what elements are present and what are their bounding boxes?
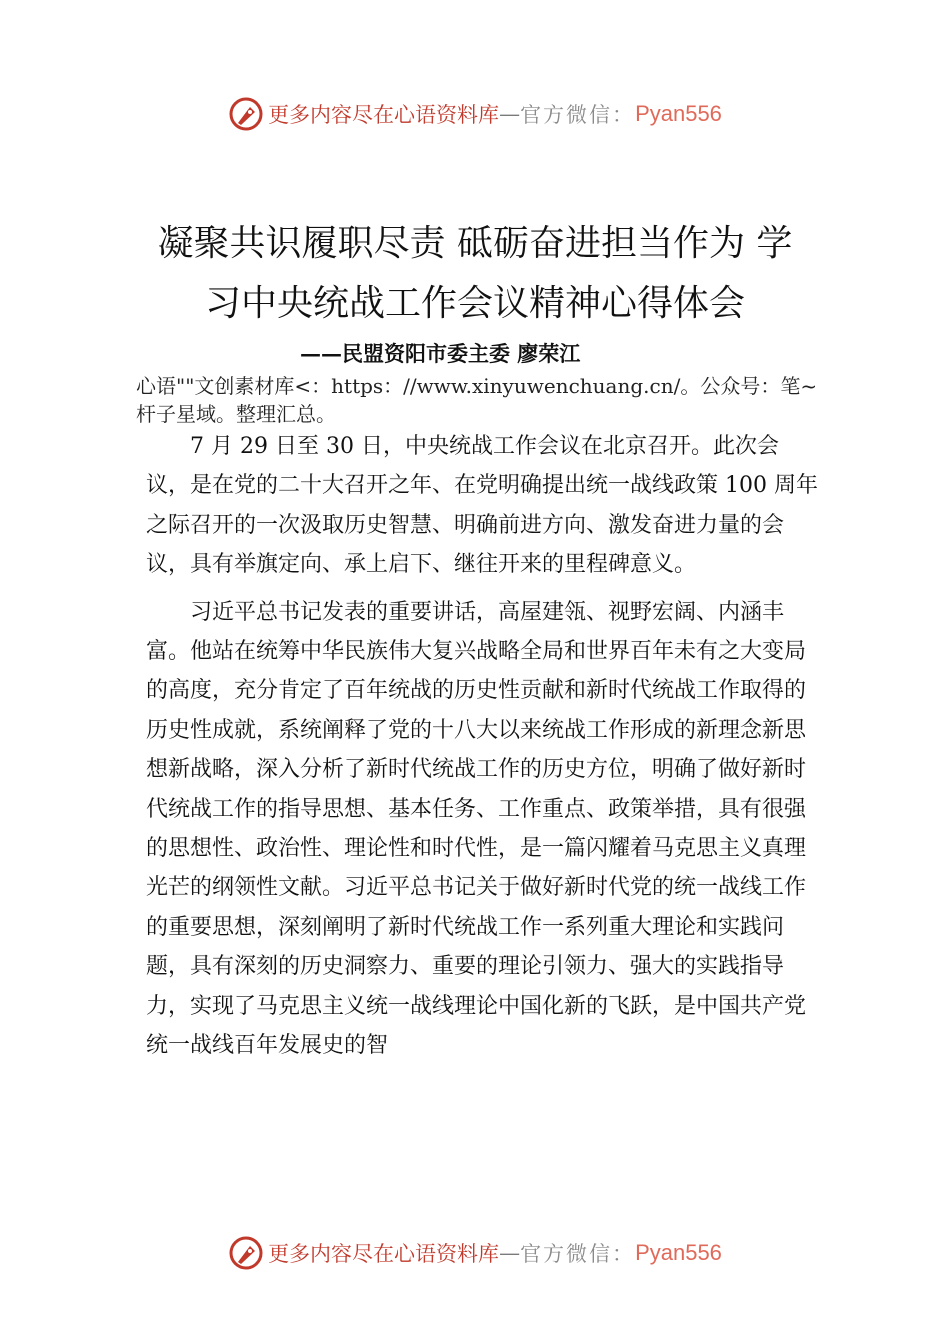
banner-separator: — — [499, 102, 521, 126]
document-title-line-1: 凝聚共识履职尽责 砥砺奋进担当作为 学 — [157, 223, 793, 264]
banner-wechat-id: Pyan556 — [635, 101, 722, 126]
banner-wechat-id: Pyan556 — [635, 1240, 722, 1265]
banner-wechat-label: 官方微信： — [520, 1242, 636, 1266]
header-banner — [0, 92, 950, 136]
document-title-line-2: 习中央统战工作会议精神心得体会 — [204, 283, 745, 324]
banner-separator: — — [499, 1241, 521, 1265]
pen-nib-logo-icon — [228, 96, 264, 132]
body-paragraph: 习近平总书记发表的重要讲话，高屋建瓴、视野宏阔、内涵丰富。他站在统筹中华民族伟大复兴战略全局和世界百年未有之大变局的高度，充分肯定了百年统战的历史性贡献和新时代统战工作取得的历史性成就，系统阐释了党的十八大以来统战工作形成的新理念新思想新战略，深入分析了新时代统战工作的历史方位，明确了做好新时代统战工作的指导思想、基本任务、工作重点、政策举措，具有很强的思想性、政治性、理论性和时代性，是一篇闪耀着马克思主义真理光芒的纲领性文献。习近平总书记关于做好新时代党的统一战线工作的重要思想，深刻阐明了新时代统战工作一系列重大理论和实践问题，具有深刻的历史洞察力、重要的理论引领力、强大的实践指导力，实现了马克思主义统一战线理论中国化新的飞跃，是中国共产党统一战线百年发展史的智 — [146, 599, 807, 1059]
footer-banner — [0, 1231, 950, 1275]
author-byline: ——民盟资阳市委主委 廖荣江 — [300, 341, 581, 366]
source-note: 心语""文创素材库<：https：//www.xinyuwenchuang.cn/。公众号：笔~杆子星域。整理汇总。 — [136, 374, 818, 426]
banner-brand-text: 更多内容尽在心语资料库 — [268, 1242, 500, 1266]
body-paragraph: 7 月 29 日至 30 日，中央统战工作会议在北京召开。此次会议，是在党的二十大召开之年、在党明确提出统一战线政策 100 周年之际召开的一次汲取历史智慧、明确前进方向、激发奋进力量的会议，具有举旗定向、承上启下、继往开来的里程碑意义。 — [146, 434, 818, 578]
document-body — [146, 427, 822, 1066]
banner-brand-text: 更多内容尽在心语资料库 — [268, 103, 500, 127]
pen-nib-logo-icon — [228, 1235, 264, 1271]
banner-wechat-label: 官方微信： — [520, 103, 636, 127]
